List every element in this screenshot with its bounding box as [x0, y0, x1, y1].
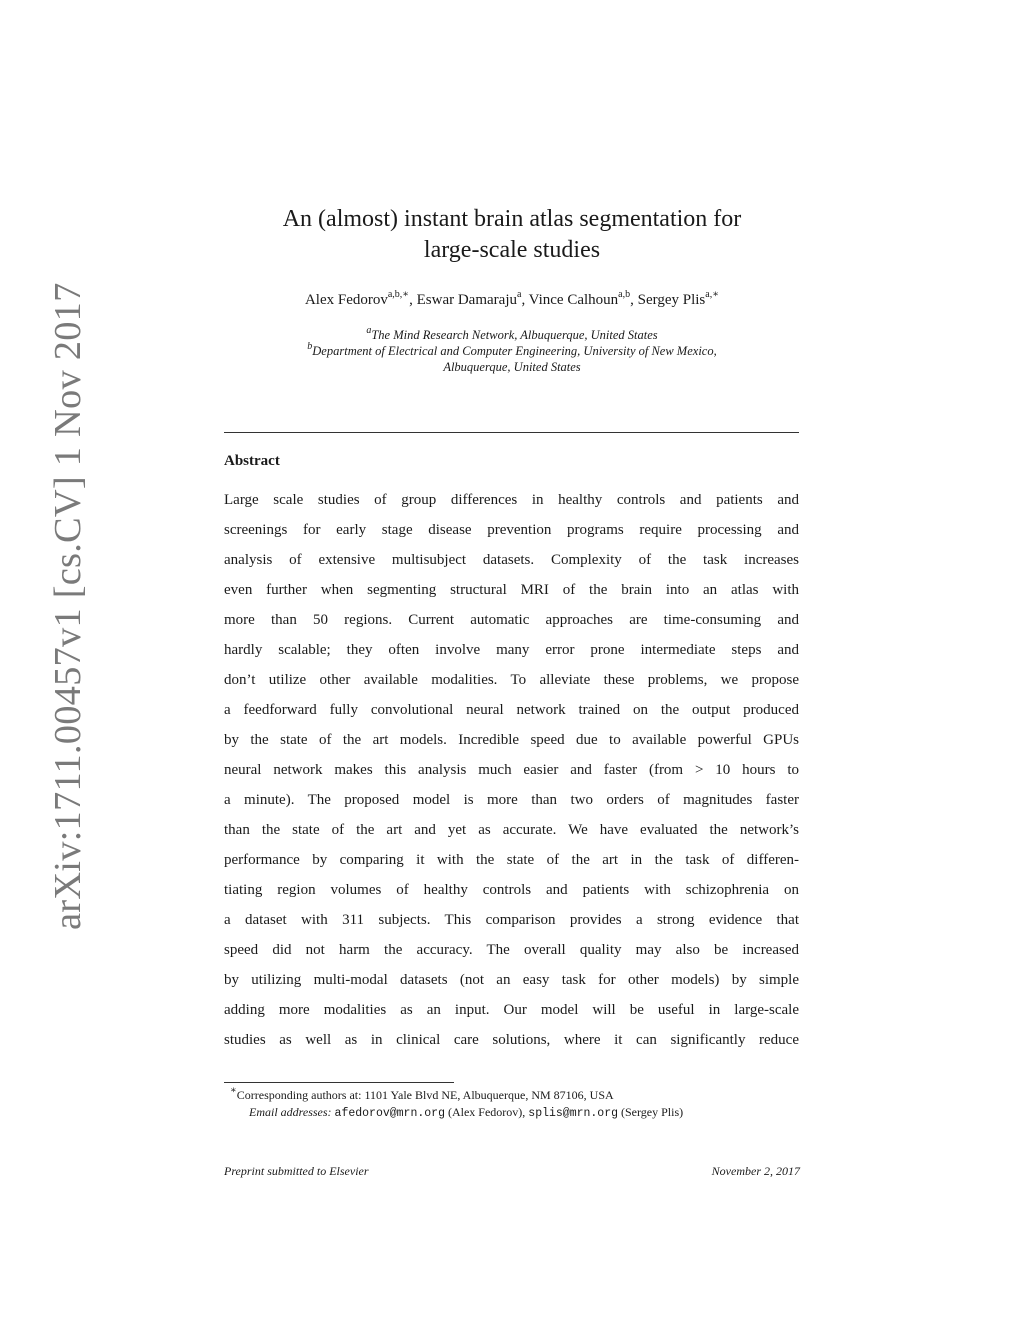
affiliation-text: Department of Electrical and Computer Engineering, University of New Mexico,	[312, 344, 717, 358]
author-list: Alex Fedorov$^{a,b,∗}$, Eswar Damaraju$^a$, Vince Calhoun$^{a,b}$, Sergey Plis$^{a,∗}$	[304, 289, 720, 308]
preprint-date: November 2, 2017	[711, 1164, 800, 1178]
affiliation-text: Albuquerque, United States	[443, 360, 581, 374]
abstract-line: performance by comparing it with the state of the art in the task of differen-	[224, 852, 799, 868]
footnote	[224, 1087, 824, 1122]
preprint-note: Preprint submitted to Elsevier	[224, 1164, 369, 1178]
email-link-plis[interactable]: splis@mrn.org	[528, 1107, 619, 1120]
abstract-line: than the state of the art and yet as accurate. We have evaluated the network’s	[224, 822, 799, 838]
abstract-heading: Abstract	[224, 453, 280, 469]
affiliation-text: The Mind Research Network, Albuquerque, United States	[371, 328, 658, 342]
abstract-line: tiating region volumes of healthy controls and patients with schizophrenia on	[224, 882, 799, 898]
email-link-fedorov[interactable]: afedorov@mrn.org	[334, 1107, 445, 1120]
abstract-line: neural network makes this analysis much easier and faster (from > 10 hours to	[224, 762, 799, 778]
arxiv-identifier-text: arXiv:1711.00457v1 [cs.CV] 1 Nov 2017	[47, 282, 89, 930]
author-name: Alex Fedorov	[304, 292, 388, 308]
email-owner-plis: (Sergey Plis)	[621, 1105, 684, 1119]
abstract-line: a feedforward fully convolutional neural network trained on the output produced	[224, 702, 799, 718]
affiliations	[150, 324, 874, 375]
abstract-top-rule	[224, 432, 799, 433]
author-affil-mark: a	[516, 289, 522, 300]
author-affil-mark: a,b	[618, 289, 631, 300]
abstract-line: analysis of extensive multisubject datasets. Complexity of the task increases	[224, 552, 799, 568]
abstract-line: hardly scalable; they often involve many error prone intermediate steps and	[224, 642, 799, 658]
affiliation-mark: a	[366, 324, 372, 336]
title-line-2: large-scale studies	[423, 237, 601, 263]
author-name: Eswar Damaraju	[416, 292, 517, 308]
author-affil-mark: a,b,∗	[387, 289, 410, 300]
abstract-line: more than 50 regions. Current automatic approaches are time-consuming and	[224, 612, 799, 628]
author-name: Vince Calhoun	[528, 292, 619, 308]
paper-title	[150, 204, 874, 266]
footnote-mark: ∗	[230, 1085, 237, 1096]
abstract-line: Large scale studies of group differences in healthy controls and patients and	[224, 492, 799, 508]
abstract-line: even further when segmenting structural MRI of the brain into an atlas with	[224, 582, 799, 598]
affiliation-line	[150, 324, 874, 343]
arxiv-identifier-stamp	[38, 282, 98, 930]
author-affil-mark: a,∗	[705, 289, 720, 300]
affiliation-line	[150, 340, 874, 359]
abstract-line: by utilizing multi-modal datasets (not an easy task for other models) by simple	[224, 972, 799, 988]
abstract-line: a minute). The proposed model is more than two orders of magnitudes faster	[224, 792, 799, 808]
abstract-line: by the state of the art models. Incredible speed due to available powerful GPUs	[224, 732, 799, 748]
abstract-line: don’t utilize other available modalities. To alleviate these problems, we propose	[224, 672, 799, 688]
abstract-line: adding more modalities as an input. Our model will be useful in large-scale	[224, 1002, 799, 1018]
email-label: Email addresses:	[249, 1105, 332, 1119]
affiliation-line	[150, 359, 874, 375]
abstract-body	[224, 490, 799, 1060]
abstract-line: screenings for early stage disease prevention programs require processing and	[224, 522, 799, 538]
footnote-corresponding-text: Corresponding authors at: 1101 Yale Blvd NE, Albuquerque, NM 87106, USA	[236, 1088, 614, 1102]
abstract-line: studies as well as in clinical care solutions, where it can significantly reduce	[224, 1032, 799, 1048]
footnote-rule	[224, 1082, 454, 1083]
abstract-line: a dataset with 311 subjects. This comparison provides a strong evidence that	[224, 912, 799, 928]
title-line-1: An (almost) instant brain atlas segmentation for	[282, 206, 742, 232]
affiliation-mark: b	[307, 340, 313, 352]
footnote-corresponding	[224, 1087, 824, 1104]
email-owner-fedorov: (Alex Fedorov),	[447, 1105, 526, 1119]
footnote-emails	[224, 1104, 824, 1122]
abstract-line: speed did not harm the accuracy. The overall quality may also be increased	[224, 942, 799, 958]
author-name: Sergey Plis	[637, 292, 706, 308]
